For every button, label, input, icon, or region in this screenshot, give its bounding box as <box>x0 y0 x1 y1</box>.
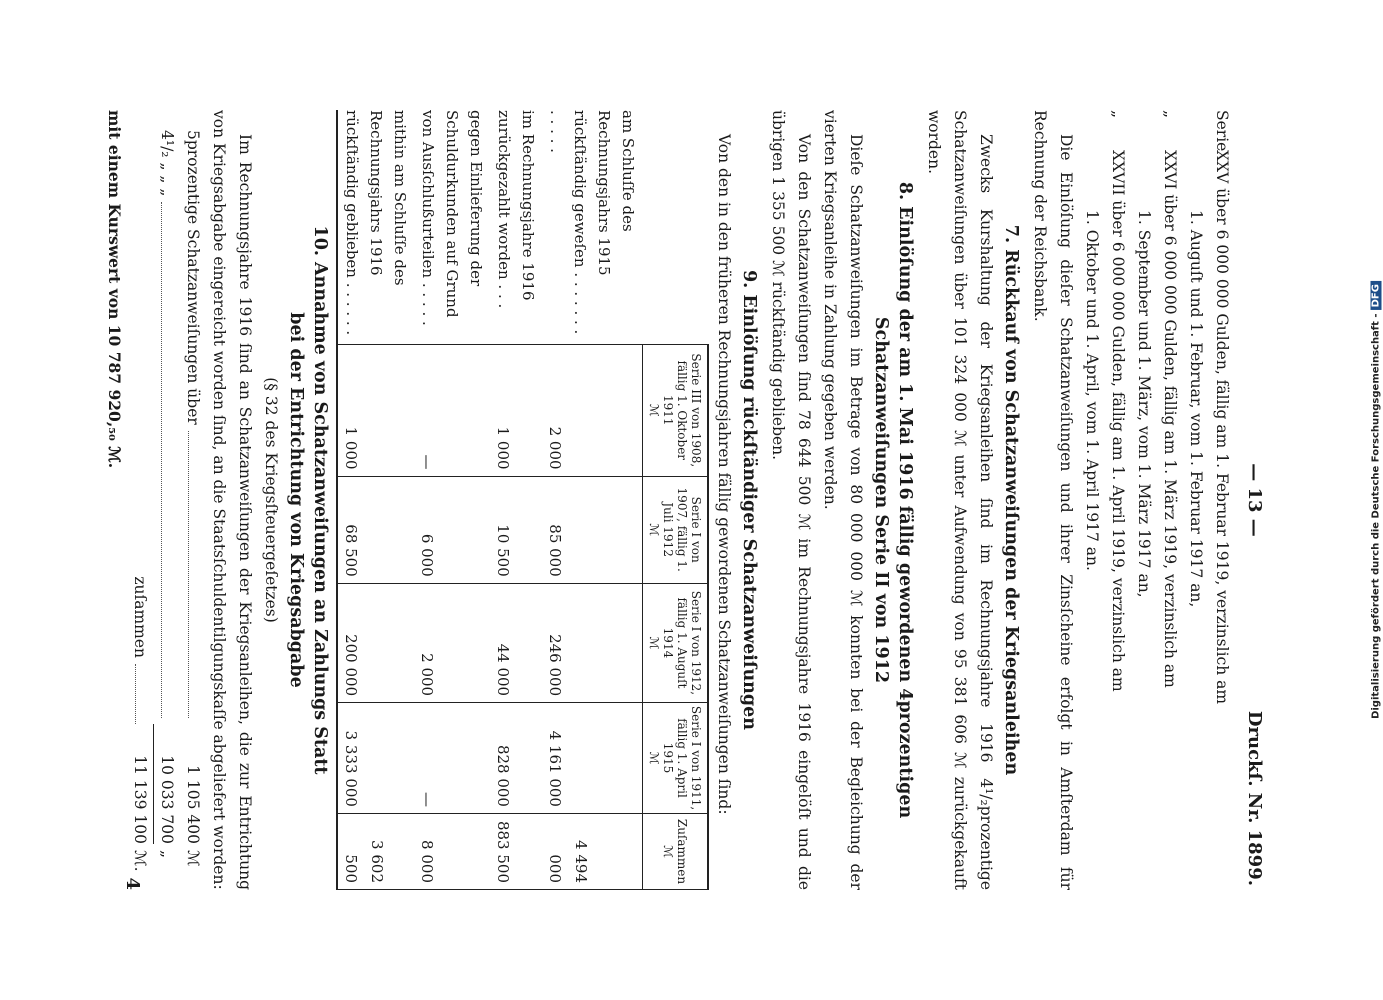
serie-lead: Serie <box>1213 110 1231 152</box>
table-cell: 3 333 000 <box>338 703 415 814</box>
table-cell: 10 500 <box>491 476 543 583</box>
table-cell: 883 500 <box>491 813 543 889</box>
section10-title: 10. Annahme von Schatzanweiſungen an Zahlungs Statt <box>310 225 331 775</box>
serie-line: XXVII über 6 000 000 Gulden, fällig am 1. April 1919, verzinslich am <box>1109 150 1127 692</box>
serien-list <box>1079 110 1235 890</box>
table-header-row <box>643 110 709 890</box>
section7-title: 7. Rückkauf von Schatzanweiſungen der Kriegsanleihen <box>1001 224 1021 776</box>
table-cell: 4 161 000 <box>543 703 643 814</box>
section9-title: 9. Einlöſung rückſtändiger Schatzanweiſungen <box>739 269 759 731</box>
row-label: im Rechnungsjahre 1916 zurückgezahlt worden . . . <box>491 110 543 345</box>
section10-title-line2: bei der Entrichtung von Kriegsabgabe <box>286 312 307 688</box>
item-unit: „ <box>158 850 177 859</box>
item-amount: 10 033 700 <box>154 724 181 844</box>
total-amount: 11 139 100 <box>131 755 150 844</box>
serie-entry <box>1131 110 1183 890</box>
table-header: Serie I von 1912, fällig 1. Auguſt 1914 ℳ <box>643 583 709 702</box>
section9-intro: Von den in den früheren Rechnungsjahren fällig gewordenen Schatzanweiſungen ſind: <box>715 134 733 815</box>
item-label: 4¹/₂ „ „ „ <box>158 130 177 197</box>
table-cell: — <box>415 345 491 477</box>
section8-text: Von den Schatzanweiſungen ſind 78 644 500 ℳ im Rechnungsjahre 1916 eingelöſt und die übrigen 1 355 500 ℳ rückſtändig geblieben. <box>769 110 813 890</box>
kurswert-line: mit einem Kurswert von 10 787 920,₅₀ ℳ. <box>105 110 125 469</box>
serie-line: 1. September und 1. März, vom 1. März 1917 an, <box>1135 210 1153 598</box>
table-cell: 200 000 <box>338 583 415 702</box>
total-label: zuſammen <box>131 576 150 658</box>
table-cell: 2 000 <box>543 345 643 477</box>
table-row <box>543 110 643 890</box>
einloesung-paragraph: Die Einlöſung dieſer Schatzanweiſungen und ihrer Zinsſcheine erfolgt in Amſterdam für Rechnung der Reichsbank. <box>1031 110 1075 890</box>
list-item <box>181 130 207 890</box>
serie-entry <box>1079 110 1131 890</box>
document-page <box>105 110 1271 890</box>
credit-text: Digitalisierung gefördert durch die Deutsche Forschungsgemeinschaft - <box>1370 313 1382 719</box>
item-unit: ℳ <box>184 850 203 867</box>
serie-line: 1. Oktober und 1. April, vom 1. April 1917 an. <box>1083 210 1101 571</box>
drucksache-number: Druckſ. Nr. 1899. <box>1244 710 1265 886</box>
table-cell: 828 000 <box>491 703 543 814</box>
table-row <box>491 110 543 890</box>
table-header: Serie III von 1908, fällig 1. Oktober 1911 ℳ <box>643 345 709 477</box>
table-cell: 2 000 <box>415 583 491 702</box>
total-row <box>128 130 154 890</box>
table-cell: 3 602 500 <box>338 813 415 889</box>
page-marker: 4 <box>122 877 143 890</box>
table-cell: 8 000 <box>415 813 491 889</box>
item-label: 5prozentige Schatzanweiſungen über <box>184 130 203 425</box>
section8-title-line2: Schatzanweiſungen Serie II von 1912 <box>871 316 891 684</box>
serie-line: 1. Auguſt und 1. Februar, vom 1. Februar 1917 an, <box>1187 210 1205 608</box>
table-row <box>415 110 491 890</box>
page-number: — 13 — <box>1244 463 1265 537</box>
rueckstaende-table <box>337 110 710 890</box>
table-cell: 68 500 <box>338 476 415 583</box>
ablieferung-list <box>128 130 207 890</box>
section8-title: 8. Einlöſung der am 1. Mai 1916 fällig gewordenen 4prozentigen <box>895 181 915 819</box>
table-header: Zuſammen ℳ <box>643 813 709 889</box>
serie-line: XXV über 6 000 000 Gulden, fällig am 1. Februar 1919, verzinslich am <box>1213 150 1231 705</box>
section10-subtitle: (§ 32 des Kriegsſteuergeſetzes) <box>262 377 281 623</box>
table-cell: 6 000 <box>415 476 491 583</box>
section10-text: Im Rechnungsjahre 1916 ſind an Schatzanweiſungen der Kriegsanleihen, die zur Entrichtung von Kriegsabgabe eingereicht worden ſind, an die Staatsſchuldentilgungskaſſe abgeliefert worden: <box>210 110 255 890</box>
table-cell: 85 000 <box>543 476 643 583</box>
table-cell: 4 494 000 <box>543 813 643 889</box>
table-header: Serie I von 1911, fällig 1. April 1915 ℳ <box>643 703 709 814</box>
row-label: mithin am Schluſſe des Rechnungsjahrs 1916 rückſtändig geblieben . . . . . . <box>338 110 415 345</box>
dfg-logo: DFG <box>1371 281 1382 310</box>
table-cell: 1 000 <box>338 345 415 477</box>
item-amount: 1 105 400 <box>184 765 203 844</box>
table-row <box>338 110 415 890</box>
table-cell: 246 000 <box>543 583 643 702</box>
table-cell: — <box>415 703 491 814</box>
table-cell: 44 000 <box>491 583 543 702</box>
serie-line: XXVI über 6 000 000 Gulden, fällig am 1. März 1919, verzinslich am <box>1161 150 1179 688</box>
page-header <box>1235 110 1271 890</box>
section8-text: Dieſe Schatzanweiſungen im Betrage von 80 000 000 ℳ konnten bei der Begleichung der vierten Kriegsanleihe in Zahlung gegeben werden. <box>821 110 865 890</box>
table-cell: 1 000 <box>491 345 543 477</box>
row-label: gegen Einlieferung der Schuldurkunden auf Grund von Ausſchlußurteilen . . . . . <box>415 110 491 345</box>
table-header: Serie I von 1907, fällig 1. Juli 1912 ℳ <box>643 476 709 583</box>
list-item <box>154 130 181 890</box>
serie-lead: „ <box>1109 110 1127 119</box>
section7-text: Zwecks Kurshaltung der Kriegsanleihen ſind im Rechnungsjahre 1916 4¹/₂prozentige Schatzanweiſungen über 101 324 000 ℳ unter Aufwendung von 95 381 606 ℳ zurückgekauft worden. <box>925 110 995 890</box>
digitization-credit <box>1371 281 1382 719</box>
serie-lead: „ <box>1161 110 1179 119</box>
serie-entry <box>1183 110 1235 890</box>
total-unit: ℳ. <box>131 850 150 872</box>
row-label: am Schluſſe des Rechnungsjahrs 1915 rückſtändig geweſen . . . . . . . . . . . . <box>543 110 643 345</box>
